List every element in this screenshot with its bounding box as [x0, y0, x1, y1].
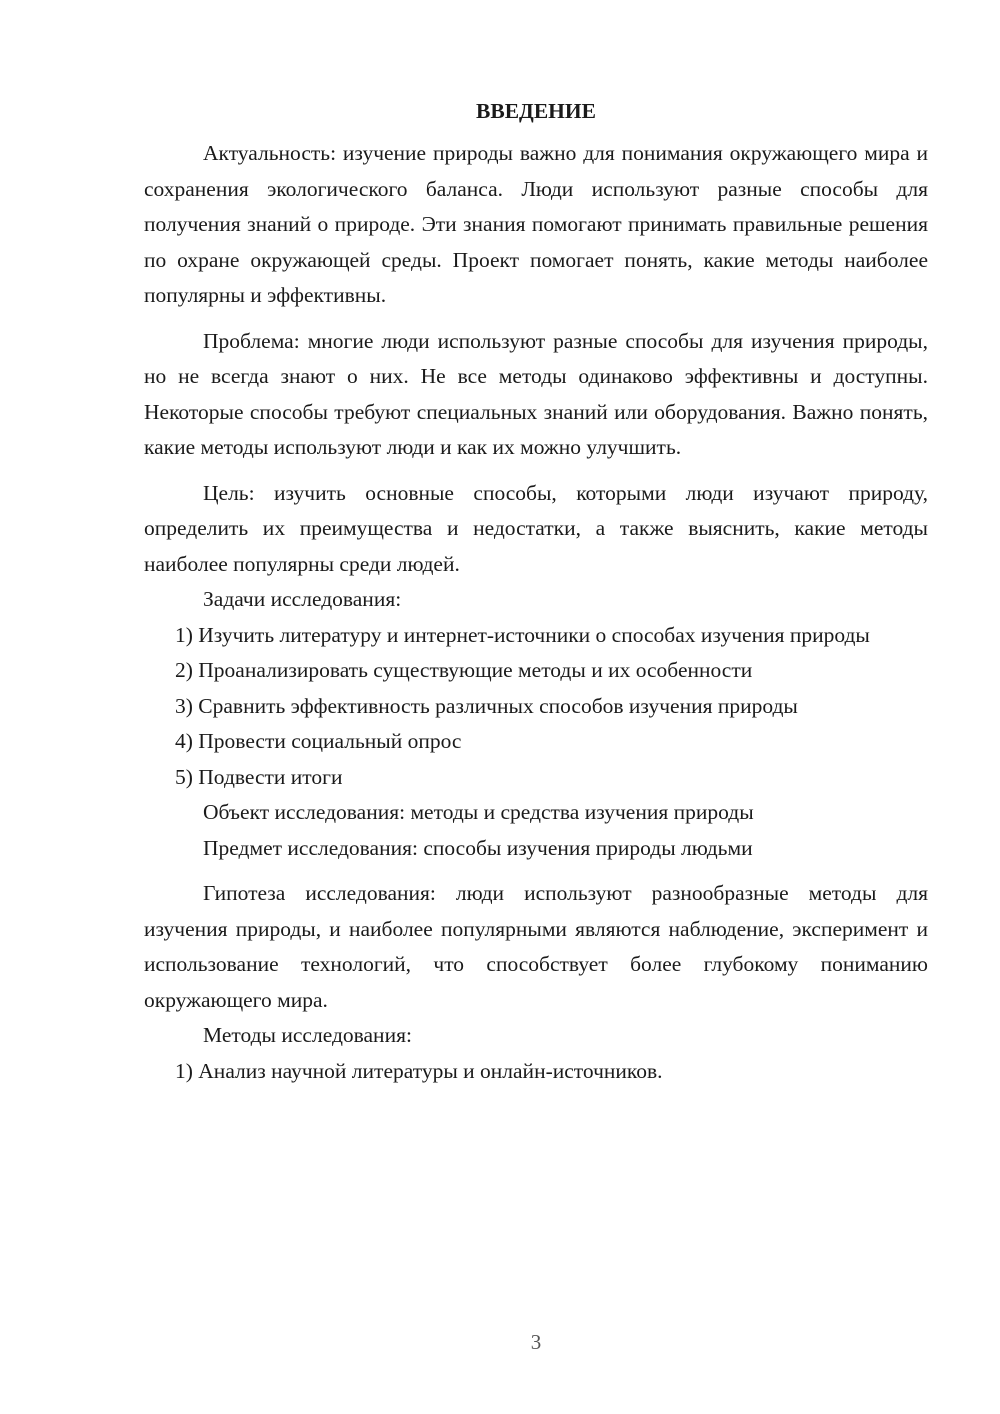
task-item: 4) Провести социальный опрос [175, 729, 462, 753]
task-item: 5) Подвести итоги [175, 764, 343, 789]
page-number: 3 [530, 1330, 542, 1354]
hypothesis-paragraph: Гипотеза исследования: люди используют разнообразные методы для изучения природы, и наиболее популярными являются наблюдение, эксперимент и использование технологий, что способствует более глубокому пониманию окружающего мира. [144, 881, 928, 1012]
task-item: 2) Проанализировать существующие методы и их особенности [175, 658, 753, 682]
goal-paragraph: Цель: изучить основные способы, которыми люди изучают природу, определить их преимущества и недостатки, а также выяснить, какие методы наиболее популярны среди людей. [144, 480, 928, 576]
method-item: 1) Анализ научной литературы и онлайн-источников. [175, 1058, 663, 1083]
research-object: Объект исследования: методы и средства изучения природы [203, 800, 754, 824]
problem-paragraph: Проблема: многие люди используют разные способы для изучения природы, но не всегда знают о них. Не все методы одинаково эффективны и доступны. Некоторые способы требуют специальных знаний или оборудования. Важно понять, какие методы используют люди и как их можно улучшить. [144, 328, 928, 459]
relevance-paragraph: Актуальность: изучение природы важно для понимания окружающего мира и сохранения экологического баланса. Люди используют разные способы для получения знаний о природе. Эти знания помогают принимать правильные решения по охране окружающей среды. Проект помогает понять, какие методы наиболее популярны и эффективны. [144, 141, 928, 307]
section-title: ВВЕДЕНИЕ [476, 99, 596, 123]
task-item: 3) Сравнить эффективность различных способов изучения природы [175, 693, 798, 718]
task-item: 1) Изучить литературу и интернет-источники о способах изучения природы [175, 622, 870, 647]
tasks-heading: Задачи исследования: [203, 587, 402, 611]
methods-heading: Методы исследования: [203, 1023, 412, 1047]
research-subject: Предмет исследования: способы изучения природы людьми [203, 835, 753, 860]
document-page [144, 96, 928, 1089]
